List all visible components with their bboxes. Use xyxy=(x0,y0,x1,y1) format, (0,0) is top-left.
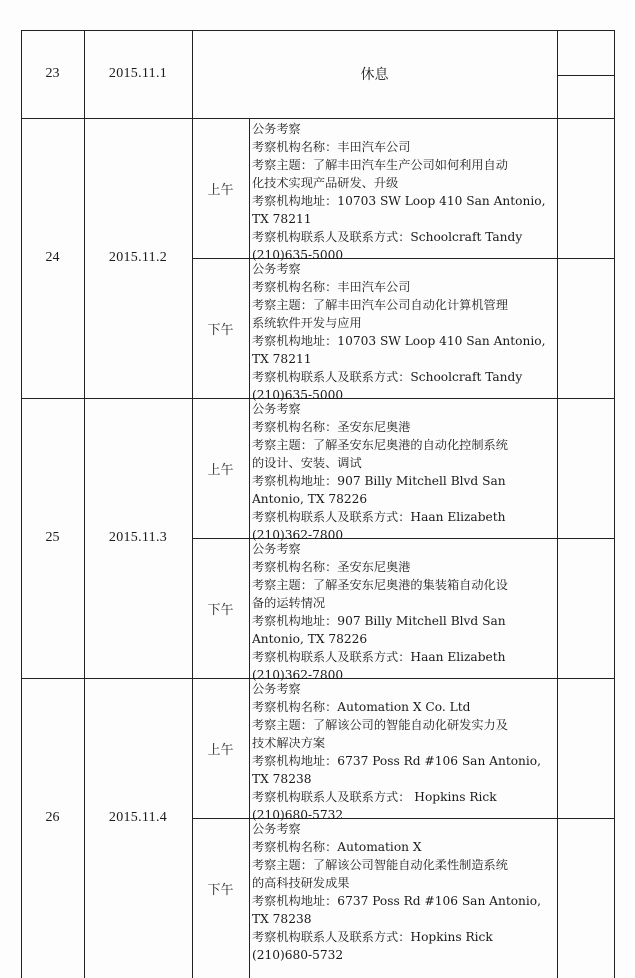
row-24-afternoon-details xyxy=(252,260,557,404)
row-25-morning-label: 上午 xyxy=(207,462,234,478)
detail-line: 考察机构联系人及联系方式：Haan Elizabeth xyxy=(252,510,506,524)
row-25-afternoon-details xyxy=(252,540,557,684)
detail-line: 公务考察 xyxy=(252,542,301,556)
detail-line: TX 78238 xyxy=(252,772,312,786)
row-26-number: 26 xyxy=(45,810,60,825)
detail-line: 考察主题：了解丰田汽车公司自动化计算机管理 xyxy=(252,298,508,312)
detail-line: 考察机构名称：丰田汽车公司 xyxy=(252,140,411,154)
detail-line: 考察机构联系人及联系方式：Schoolcraft Tandy xyxy=(252,230,523,244)
extra-col-divider xyxy=(557,75,615,76)
detail-line: 考察机构名称：圣安东尼奥港 xyxy=(252,420,411,434)
detail-line: 考察机构地址：6737 Poss Rd #106 San Antonio, xyxy=(252,894,542,908)
detail-line: 考察机构地址：907 Billy Mitchell Blvd San xyxy=(252,614,506,628)
detail-line: (210)635-5000 xyxy=(252,388,344,402)
detail-line: 的设计、安装、调试 xyxy=(252,456,362,470)
col-divider-desc-extra xyxy=(557,30,558,978)
row-24-date: 2015.11.2 xyxy=(108,250,168,265)
detail-line: 公务考察 xyxy=(252,402,301,416)
detail-line: 化技术实现产品研发、升级 xyxy=(252,176,399,190)
detail-line: Antonio, TX 78226 xyxy=(252,492,368,506)
detail-line: 考察机构名称：丰田汽车公司 xyxy=(252,280,411,294)
detail-line: 考察主题：了解该公司智能自动化柔性制造系统 xyxy=(252,858,508,872)
row-25-date: 2015.11.3 xyxy=(108,530,168,545)
detail-line: (210)680-5732 xyxy=(252,808,344,822)
detail-line: 考察机构地址：6737 Poss Rd #106 San Antonio, xyxy=(252,754,542,768)
detail-line: Antonio, TX 78226 xyxy=(252,632,368,646)
row-23-number: 23 xyxy=(45,66,60,81)
detail-line: 考察机构联系人及联系方式：Hopkins Rick xyxy=(252,930,493,944)
detail-line: (210)635-5000 xyxy=(252,248,344,262)
row-24-morning-label: 上午 xyxy=(207,182,234,198)
detail-line: (210)362-7800 xyxy=(252,528,344,542)
detail-line: 考察机构联系人及联系方式： Hopkins Rick xyxy=(252,790,497,804)
detail-line: 考察主题：了解该公司的智能自动化研发实力及 xyxy=(252,718,508,732)
row-23-date: 2015.11.1 xyxy=(108,66,168,81)
row-26-afternoon-details xyxy=(252,820,557,964)
row-23-rest-label: 休息 xyxy=(360,67,389,83)
row-26-morning-details xyxy=(252,680,557,824)
detail-line: 考察机构名称：Automation X Co. Ltd xyxy=(252,700,471,714)
detail-line: 公务考察 xyxy=(252,822,301,836)
detail-line: TX 78211 xyxy=(252,352,312,366)
detail-line: 考察机构名称：Automation X xyxy=(252,840,422,854)
row-26-morning-label: 上午 xyxy=(207,742,234,758)
detail-line: TX 78238 xyxy=(252,912,312,926)
detail-line: (210)362-7800 xyxy=(252,668,344,682)
detail-line: 的高科技研发成果 xyxy=(252,876,350,890)
detail-line: (210)680-5732 xyxy=(252,948,344,962)
row-24-morning-details xyxy=(252,120,557,264)
row-25-afternoon-label: 下午 xyxy=(207,602,234,618)
detail-line: 公务考察 xyxy=(252,122,301,136)
detail-line: 技术解决方案 xyxy=(252,736,326,750)
detail-line: 系统软件开发与应用 xyxy=(252,316,362,330)
row-26-date: 2015.11.4 xyxy=(108,810,168,825)
detail-line: 考察机构地址：10703 SW Loop 410 San Antonio, xyxy=(252,334,546,348)
detail-line: 公务考察 xyxy=(252,682,301,696)
row-24-afternoon-label: 下午 xyxy=(207,322,234,338)
detail-line: 考察机构地址：907 Billy Mitchell Blvd San xyxy=(252,474,506,488)
detail-line: 考察主题：了解丰田汽车生产公司如何利用自动 xyxy=(252,158,508,172)
detail-line: 考察主题：了解圣安东尼奥港的自动化控制系统 xyxy=(252,438,508,452)
row-25-number: 25 xyxy=(45,530,60,545)
detail-line: 公务考察 xyxy=(252,262,301,276)
table-border-right xyxy=(614,30,615,978)
col-divider-period-desc xyxy=(249,118,250,978)
detail-line: 考察主题：了解圣安东尼奥港的集装箱自动化设 xyxy=(252,578,508,592)
detail-line: TX 78211 xyxy=(252,212,312,226)
detail-line: 考察机构联系人及联系方式：Haan Elizabeth xyxy=(252,650,506,664)
detail-line: 备的运转情况 xyxy=(252,596,326,610)
detail-line: 考察机构名称：圣安东尼奥港 xyxy=(252,560,411,574)
detail-line: 考察机构联系人及联系方式：Schoolcraft Tandy xyxy=(252,370,523,384)
row-25-morning-details xyxy=(252,400,557,544)
row-26-afternoon-label: 下午 xyxy=(207,882,234,898)
row-24-number: 24 xyxy=(45,250,60,265)
detail-line: 考察机构地址：10703 SW Loop 410 San Antonio, xyxy=(252,194,546,208)
